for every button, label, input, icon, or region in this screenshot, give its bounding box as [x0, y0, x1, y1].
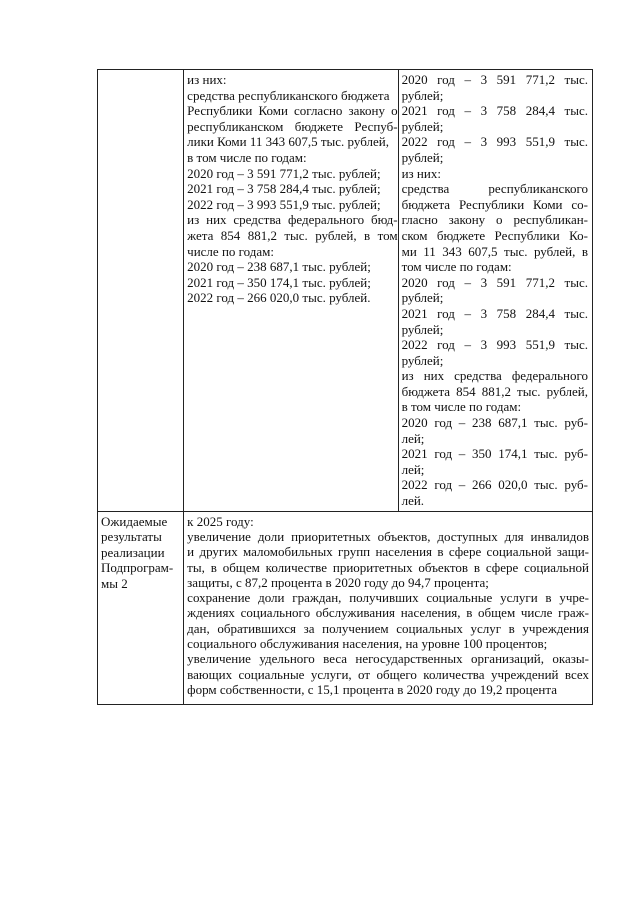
results-label-line: Ожидаемые [101, 513, 168, 529]
funding-right-line: гласно закону о республикан- [401, 212, 588, 228]
funding-label-cell [98, 70, 184, 512]
results-text-line: ждениях социального обслуживания населения, в общем числе граж- [187, 605, 589, 621]
funding-right-line: из них: [401, 165, 441, 181]
funding-right-line: 2020 год – 238 687,1 тыс. руб- [401, 415, 588, 431]
results-text-line: увеличение удельного веса негосударственных организаций, оказы- [187, 651, 589, 667]
funding-middle-line: средства республиканского бюджета [187, 87, 390, 103]
results-text-line: ты, в общем количестве приоритетных объектов в сфере социальной [187, 559, 589, 575]
funding-right-line: 2021 год – 3 758 284,4 тыс. [401, 305, 588, 321]
results-text-line: к 2025 году: [187, 513, 254, 529]
results-text-line: сохранение доли граждан, получивших социальные услуги в учре- [187, 590, 589, 606]
funding-middle-line: 2021 год – 350 174,1 тыс. рублей; [187, 274, 371, 290]
funding-middle-line: 2021 год – 3 758 284,4 тыс. рублей; [187, 181, 381, 197]
funding-row [98, 70, 593, 512]
funding-right-line: из них средства федерального [401, 368, 588, 384]
funding-middle-line: жета 854 881,2 тыс. рублей, в том [187, 227, 398, 243]
results-text-line: увеличение доли приоритетных объектов, доступных для инвалидов [187, 528, 589, 544]
funding-right-line: бюджета Республики Коми со- [401, 196, 588, 212]
funding-right-line: рублей; [401, 321, 444, 337]
funding-middle-line: из них: [187, 72, 227, 87]
funding-middle-line: 2020 год – 238 687,1 тыс. рублей; [187, 259, 371, 275]
results-text-line: и других маломобильных групп населения в сфере социальной защи- [187, 544, 589, 560]
funding-right-line: 2020 год – 3 591 771,2 тыс. [401, 72, 588, 87]
results-row [98, 511, 593, 704]
funding-right-line: лей; [401, 430, 425, 446]
document-table [97, 69, 593, 705]
funding-middle-line: Республики Коми согласно закону о [187, 103, 398, 119]
results-label-line: реализации [101, 544, 165, 560]
results-text [187, 514, 589, 698]
funding-right-line: том числе по годам: [401, 259, 512, 275]
results-text-cell [184, 511, 593, 704]
funding-right-line: ми 11 343 607,5 тыс. рублей, в [401, 243, 588, 259]
funding-right-line: 2022 год – 3 993 551,9 тыс. [401, 134, 588, 150]
funding-middle-line: 2020 год – 3 591 771,2 тыс. рублей; [187, 165, 381, 181]
funding-middle-line: республиканском бюджете Респуб- [187, 118, 398, 134]
funding-right-line: рублей; [401, 87, 444, 103]
funding-right-line: 2021 год – 350 174,1 тыс. руб- [401, 446, 588, 462]
funding-right-line: 2020 год – 3 591 771,2 тыс. [401, 274, 588, 290]
results-text-line: дан, обратившихся за получением социальных услуг в учреждения [187, 620, 589, 636]
funding-middle-text [187, 72, 397, 306]
funding-right-line: 2022 год – 3 993 551,9 тыс. [401, 337, 588, 353]
funding-middle-line: 2022 год – 266 020,0 тыс. рублей. [187, 290, 371, 306]
results-label-line: Подпрограм- [101, 560, 174, 576]
funding-right-line: в том числе по годам: [401, 399, 522, 415]
funding-right-line: 2021 год – 3 758 284,4 тыс. [401, 103, 588, 119]
funding-right-text [402, 72, 588, 509]
funding-right-line: 2022 год – 266 020,0 тыс. руб- [401, 477, 588, 493]
funding-right-line: рублей; [401, 352, 444, 368]
results-text-line: вающих социальные услуги, от общего количества учреждений всех [187, 666, 589, 682]
funding-right-cell [398, 70, 592, 512]
funding-middle-line: 2022 год – 3 993 551,9 тыс. рублей; [187, 196, 381, 212]
funding-middle-line: числе по годам: [187, 243, 275, 259]
funding-right-line: бюджета 854 881,2 тыс. рублей, [401, 383, 588, 399]
results-text-line: защиты, с 87,2 процента в 2020 году до 94,7 процента; [187, 574, 489, 590]
results-label [101, 514, 180, 592]
results-label-cell [98, 511, 184, 704]
results-text-line: форм собственности, с 15,1 процента в 2020 году до 19,2 процента [187, 681, 557, 697]
funding-middle-line: в том числе по годам: [187, 149, 307, 165]
funding-right-line: рублей; [401, 118, 444, 134]
funding-right-line: средства республиканского [401, 181, 588, 197]
funding-right-line: рублей; [401, 149, 444, 165]
funding-middle-line: из них средства федерального бюд- [187, 212, 398, 228]
funding-right-line: лей; [401, 461, 425, 477]
funding-right-line: лей. [401, 493, 425, 509]
funding-middle-line: лики Коми 11 343 607,5 тыс. рублей, [187, 134, 389, 150]
funding-right-line: рублей; [401, 290, 444, 306]
results-label-line: мы 2 [101, 576, 128, 591]
results-text-line: социального обслуживания населения, на уровне 100 процентов; [187, 636, 548, 651]
funding-right-line: ском бюджете Республики Ко- [401, 227, 588, 243]
results-label-line: результаты [101, 529, 162, 545]
funding-middle-cell [184, 70, 398, 512]
